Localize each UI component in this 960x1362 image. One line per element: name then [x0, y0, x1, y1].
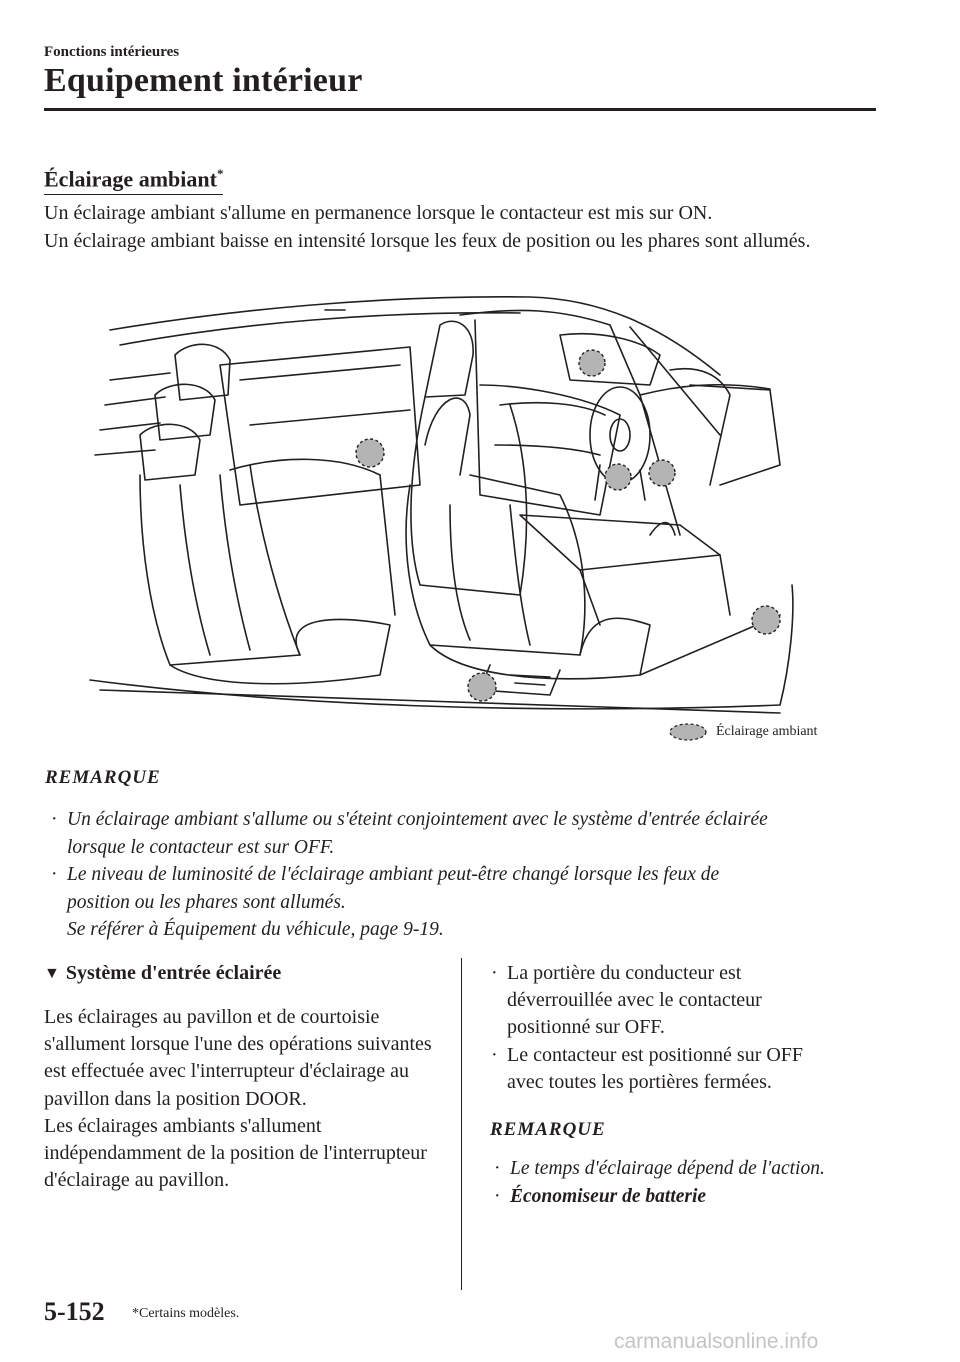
subsection-heading: [44, 960, 281, 987]
left-column-body: [44, 1004, 444, 1194]
note-text: Le temps d'éclairage dépend de l'action.: [510, 1158, 825, 1179]
list-line: positionné sur OFF.: [507, 1016, 665, 1039]
title-rule: [44, 108, 876, 111]
bullet-icon: ·: [51, 864, 58, 885]
list-item: [490, 960, 890, 1042]
note-line: lorsque le contacteur est sur OFF.: [67, 836, 335, 858]
section-heading-text: Éclairage ambiant: [44, 166, 217, 192]
optional-marker: *: [216, 166, 224, 181]
ambient-light-front-sill: [752, 606, 780, 634]
page-title: Equipement intérieur: [44, 62, 363, 99]
note-text-bold: Économiseur de batterie: [510, 1185, 707, 1207]
note-list: [493, 1155, 893, 1210]
legend-label: Éclairage ambiant: [716, 724, 818, 739]
note-item: [50, 861, 870, 944]
ambient-light-seat-base: [468, 673, 496, 701]
right-column-bullets: [490, 960, 890, 1096]
paragraph: Les éclairages ambiants s'allument indépendamment de la position de l'interrupteur d'éclairage au pavillon.: [44, 1114, 427, 1192]
bullet-icon: ·: [494, 1185, 501, 1207]
note-line: Un éclairage ambiant s'allume ou s'éteint conjointement avec le système d'entrée éclairée: [67, 809, 768, 830]
note-title: REMARQUE: [45, 767, 161, 788]
ambient-light-console-left: [605, 464, 631, 490]
ambient-light-rear-door: [356, 439, 384, 467]
section-label: Fonctions intérieures: [44, 44, 180, 60]
watermark: carmanualsonline.info: [614, 1330, 819, 1353]
column-divider: [461, 958, 462, 1290]
intro-line: Un éclairage ambiant baisse en intensité lorsque les feux de position ou les phares sont allumés.: [44, 229, 811, 252]
bullet-icon: ·: [491, 1043, 498, 1066]
figure-legend: [668, 722, 817, 742]
ambient-light-dashboard: [579, 350, 605, 376]
note-title: REMARQUE: [490, 1119, 606, 1140]
intro-line: Un éclairage ambiant s'allume en permanence lorsque le contacteur est mis sur ON.: [44, 202, 713, 224]
note-line: Le niveau de luminosité de l'éclairage ambiant peut-être changé lorsque les feux de: [67, 864, 720, 885]
cross-reference: Se référer à Équipement du véhicule, page 9-19.: [67, 919, 444, 940]
note-item: [493, 1155, 893, 1183]
note-line: position ou les phares sont allumés.: [67, 891, 346, 913]
page-number: 5-152: [44, 1297, 105, 1326]
triangle-down-icon: ▼: [44, 965, 60, 982]
car-interior-illustration: [80, 285, 800, 715]
section-heading: [44, 161, 223, 195]
list-line: La portière du conducteur est: [507, 962, 742, 984]
bullet-icon: ·: [491, 962, 498, 984]
list-item: [490, 1042, 890, 1096]
ambient-light-swatch-icon: [668, 722, 708, 742]
footnote: *Certains modèles.: [132, 1306, 240, 1321]
ambient-light-console-right: [649, 460, 675, 486]
paragraph: Les éclairages au pavillon et de courtoisie s'allument lorsque l'une des opérations suivantes est effectuée avec l'interrupteur d'éclairage au pavillon dans la position DOOR.: [44, 1006, 432, 1110]
list-line: déverrouillée avec le contacteur: [507, 989, 762, 1012]
list-line: Le contacteur est positionné sur OFF: [507, 1043, 804, 1066]
ambient-light-markers: [356, 350, 780, 701]
note-list: [50, 806, 870, 944]
bullet-icon: ·: [494, 1158, 501, 1179]
bullet-icon: ·: [51, 809, 58, 830]
subsection-heading-text: Système d'entrée éclairée: [65, 962, 282, 984]
note-item: [493, 1183, 893, 1211]
note-item: [50, 806, 870, 861]
intro-text: [44, 200, 884, 255]
list-line: avec toutes les portières fermées.: [507, 1070, 772, 1093]
